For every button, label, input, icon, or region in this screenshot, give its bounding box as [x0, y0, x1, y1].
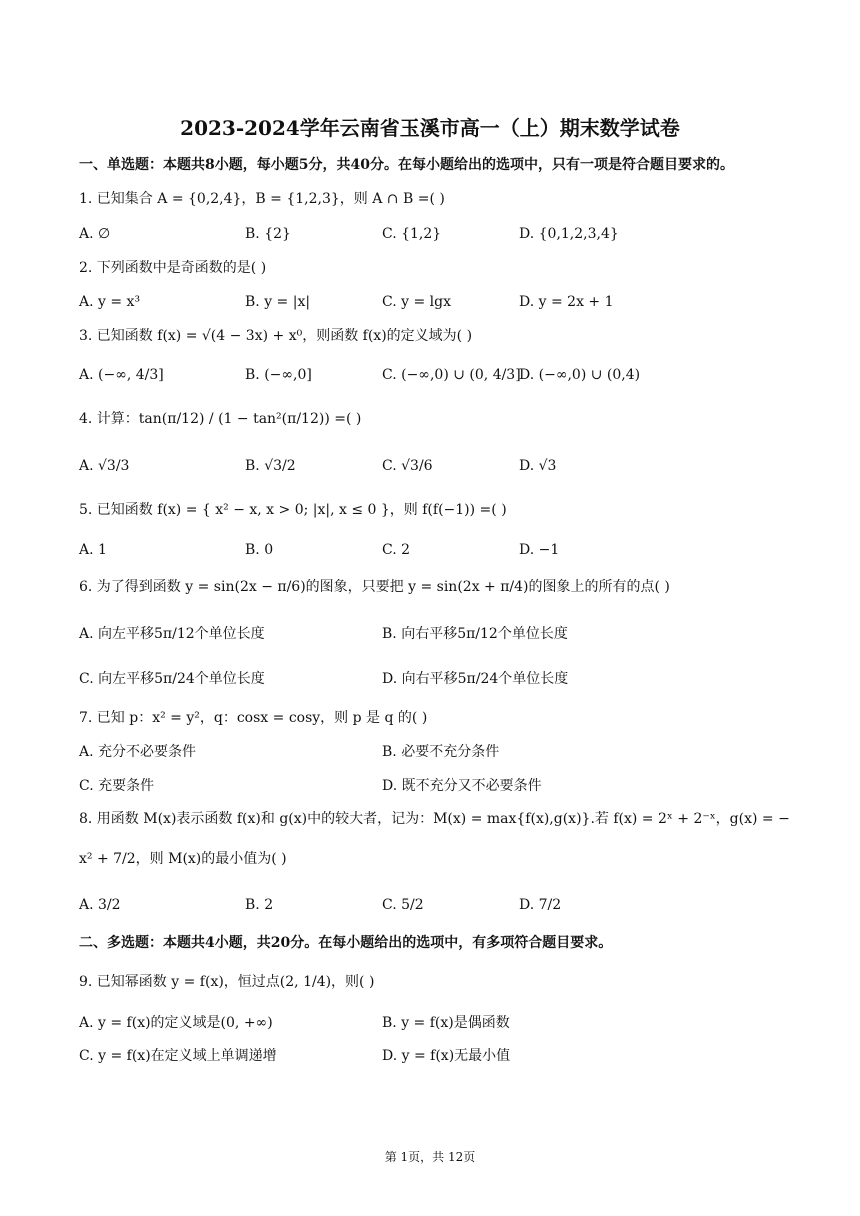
question-8-option-c: C. 5/2 [382, 897, 424, 913]
question-2-option-d: D. y = 2x + 1 [519, 294, 614, 310]
question-1-stem: 1. 已知集合 A = {0,2,4}，B = {1,2,3}，则 A ∩ B =( ) [79, 191, 445, 207]
question-6-stem: 6. 为了得到函数 y = sin(2x − π/6)的图象，只要把 y = sin(2x + π/4)的图象上的所有的点( ) [79, 579, 670, 595]
question-6-option-b: B. 向右平移5π/12个单位长度 [382, 626, 568, 642]
question-1-option-d: D. {0,1,2,3,4} [519, 226, 619, 242]
question-8-stem-line-2: x² + 7/2，则 M(x)的最小值为( ) [79, 851, 287, 867]
question-5-option-a: A. 1 [79, 542, 107, 558]
question-8-option-d: D. 7/2 [519, 897, 562, 913]
question-6-option-d: D. 向右平移5π/24个单位长度 [382, 671, 569, 687]
question-3-option-d: D. (−∞,0) ∪ (0,4) [519, 367, 641, 383]
question-4-option-d: D. √3 [519, 458, 557, 474]
question-2-option-b: B. y = |x| [245, 294, 311, 310]
question-7-option-b: B. 必要不充分条件 [382, 744, 500, 760]
question-8-option-b: B. 2 [245, 897, 274, 913]
page-title: 2023-2024学年云南省玉溪市高一（上）期末数学试卷 [180, 116, 680, 140]
question-8-stem-line-1: 8. 用函数 M(x)表示函数 f(x)和 g(x)中的较大者，记为：M(x) = max{f(x),g(x)}.若 f(x) = 2ˣ + 2⁻ˣ，g(x) = − [79, 811, 790, 827]
question-8-option-a: A. 3/2 [79, 897, 121, 913]
question-7-option-c: C. 充要条件 [79, 778, 155, 794]
question-2-stem: 2. 下列函数中是奇函数的是( ) [79, 260, 267, 276]
question-2-option-c: C. y = lgx [382, 294, 451, 310]
question-9-stem: 9. 已知幂函数 y = f(x)，恒过点(2, 1/4)，则( ) [79, 974, 375, 990]
question-3-stem: 3. 已知函数 f(x) = √(4 − 3x) + x⁰，则函数 f(x)的定义域为( ) [79, 328, 473, 344]
section-multiple-choice-heading: 二、多选题：本题共4小题，共20分。在每小题给出的选项中，有多项符合题目要求。 [79, 935, 613, 951]
question-6-option-a: A. 向左平移5π/12个单位长度 [79, 626, 265, 642]
question-5-option-d: D. −1 [519, 542, 560, 558]
question-9-option-a: A. y = f(x)的定义域是(0, +∞) [79, 1015, 273, 1031]
section-single-choice-heading: 一、单选题：本题共8小题，每小题5分，共40分。在每小题给出的选项中，只有一项是符合题目要求的。 [79, 157, 734, 173]
question-4-stem: 4. 计算：tan(π/12) / (1 − tan²(π/12)) =( ) [79, 411, 362, 427]
question-4-option-c: C. √3/6 [382, 458, 433, 474]
question-1-option-a: A. ∅ [79, 226, 111, 242]
question-9-option-c: C. y = f(x)在定义域上单调递增 [79, 1048, 277, 1064]
question-4-option-a: A. √3/3 [79, 458, 130, 474]
question-7-stem: 7. 已知 p：x² = y²，q：cosx = cosy，则 p 是 q 的( ) [79, 710, 428, 726]
question-3-option-c: C. (−∞,0) ∪ (0, 4/3] [382, 367, 521, 383]
question-7-option-a: A. 充分不必要条件 [79, 744, 197, 760]
question-2-option-a: A. y = x³ [79, 294, 141, 310]
question-9-option-d: D. y = f(x)无最小值 [382, 1048, 511, 1064]
question-6-option-c: C. 向左平移5π/24个单位长度 [79, 671, 265, 687]
question-5-option-c: C. 2 [382, 542, 411, 558]
question-5-stem: 5. 已知函数 f(x) = { x² − x, x > 0; |x|, x ≤ 0 }，则 f(f(−1)) =( ) [79, 502, 507, 518]
question-7-option-d: D. 既不充分又不必要条件 [382, 778, 542, 794]
page-footer: 第 1页，共 12页 [384, 1150, 476, 1164]
question-9-option-b: B. y = f(x)是偶函数 [382, 1015, 510, 1031]
question-1-option-c: C. {1,2} [382, 226, 442, 242]
question-3-option-b: B. (−∞,0] [245, 367, 312, 383]
question-3-option-a: A. (−∞, 4/3] [79, 367, 164, 383]
question-1-option-b: B. {2} [245, 226, 291, 242]
question-5-option-b: B. 0 [245, 542, 274, 558]
question-4-option-b: B. √3/2 [245, 458, 296, 474]
